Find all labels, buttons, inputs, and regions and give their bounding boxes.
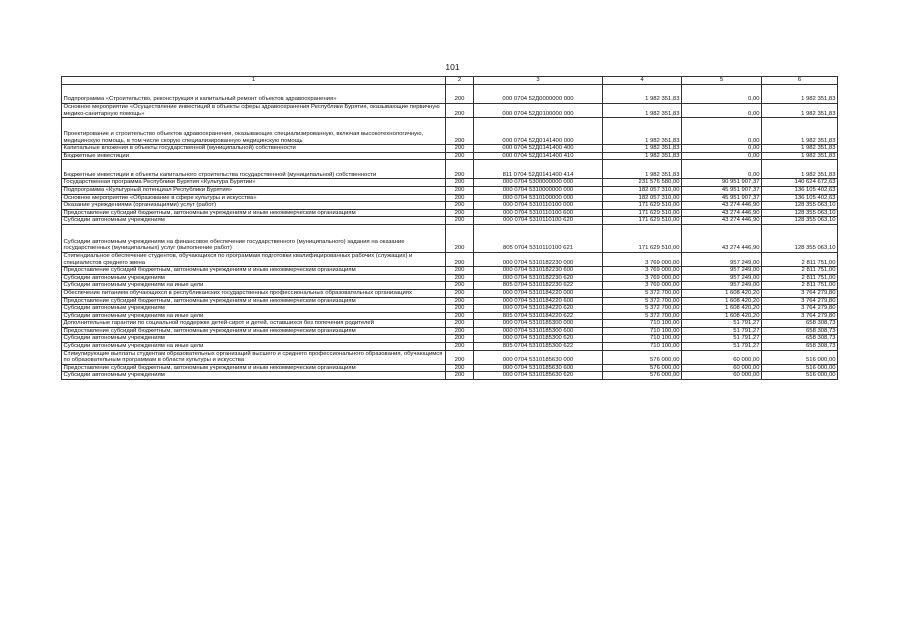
- row-remaining-cell: 136 105 402,63: [762, 186, 838, 194]
- row-executed-cell: 43 274 446,90: [682, 209, 762, 217]
- table-row: [62, 372, 838, 380]
- row-code-cell: 200: [446, 145, 474, 153]
- row-code-cell: 200: [446, 224, 474, 252]
- table-row: [62, 217, 838, 225]
- row-approved-cell: 171 629 510,00: [603, 217, 682, 225]
- row-executed-cell: 957 249,00: [682, 282, 762, 290]
- row-classifier-cell: 000 0704 5310000000 000: [474, 186, 603, 194]
- row-approved-cell: 171 629 510,00: [603, 209, 682, 217]
- row-name-cell: Субсидии автономным учреждениям на иные цели: [62, 343, 446, 351]
- row-remaining-cell: 658 308,73: [762, 327, 838, 335]
- table-row: [62, 186, 838, 194]
- row-name-cell: Проектирование и строительство объектов здравоохранения, оказывающих специализированную, включая высокотехнологичную, медицинскую помощь, в том числе скорую специализированную медицинскую помощь: [62, 118, 446, 145]
- row-classifier-cell: 000 0704 5310184220 000: [474, 289, 603, 297]
- row-approved-cell: 576 000,00: [603, 350, 682, 364]
- row-code-cell: 200: [446, 364, 474, 372]
- table-row: [62, 194, 838, 202]
- row-executed-cell: 0,00: [682, 85, 762, 104]
- column-header-2: 2: [446, 77, 474, 85]
- row-code-cell: 200: [446, 209, 474, 217]
- column-header-3: 3: [474, 77, 603, 85]
- column-header-4: 4: [603, 77, 682, 85]
- row-remaining-cell: 1 982 351,83: [762, 145, 838, 153]
- column-header-1: 1: [62, 77, 446, 85]
- row-code-cell: 200: [446, 274, 474, 282]
- column-header-6: 6: [762, 77, 838, 85]
- row-classifier-cell: 000 0704 5310182230 600: [474, 267, 603, 275]
- table-row: [62, 289, 838, 297]
- row-classifier-cell: 805 0704 5310185300 622: [474, 343, 603, 351]
- row-executed-cell: 0,00: [682, 118, 762, 145]
- row-executed-cell: 1 608 420,20: [682, 297, 762, 305]
- row-executed-cell: 60 000,00: [682, 372, 762, 380]
- budget-execution-table: [61, 76, 838, 380]
- row-executed-cell: 90 951 907,37: [682, 179, 762, 187]
- row-executed-cell: 1 608 420,20: [682, 312, 762, 320]
- row-remaining-cell: 3 764 279,80: [762, 289, 838, 297]
- row-code-cell: 200: [446, 335, 474, 343]
- row-approved-cell: 5 372 700,00: [603, 312, 682, 320]
- row-executed-cell: 957 249,00: [682, 267, 762, 275]
- row-code-cell: 200: [446, 202, 474, 210]
- row-classifier-cell: 805 0704 5310184220 622: [474, 312, 603, 320]
- row-executed-cell: 51 791,27: [682, 327, 762, 335]
- row-code-cell: 200: [446, 327, 474, 335]
- row-name-cell: Предоставление субсидий бюджетным, автономным учреждениям и иным некоммерческим организациям: [62, 209, 446, 217]
- table-row: [62, 160, 838, 179]
- row-approved-cell: 171 629 510,00: [603, 202, 682, 210]
- row-approved-cell: 3 769 000,00: [603, 274, 682, 282]
- table-row: [62, 350, 838, 364]
- row-code-cell: 200: [446, 252, 474, 266]
- row-classifier-cell: 811 0704 52Д0141400 414: [474, 160, 603, 179]
- table-row: [62, 335, 838, 343]
- row-approved-cell: 3 769 000,00: [603, 267, 682, 275]
- table-row: [62, 267, 838, 275]
- row-approved-cell: 182 057 310,00: [603, 186, 682, 194]
- row-name-cell: Основное мероприятие «Осуществление инвестиций в объекты сферы здравоохранения Республики Бурятия, оказывающие первичную медико-санитарную помощь»: [62, 104, 446, 118]
- row-name-cell: Оказание учреждениями (организациями) услуг (работ): [62, 202, 446, 210]
- row-approved-cell: 5 372 700,00: [603, 297, 682, 305]
- row-name-cell: Стипендиальное обеспечение студентов, обучающихся по программам подготовки квалифицированных рабочих (служащих) и специалистов среднего звена: [62, 252, 446, 266]
- row-executed-cell: 60 000,00: [682, 364, 762, 372]
- row-name-cell: Субсидии автономным учреждениям: [62, 217, 446, 225]
- row-remaining-cell: 128 355 063,10: [762, 217, 838, 225]
- table-row: [62, 320, 838, 328]
- column-header-5: 5: [682, 77, 762, 85]
- row-name-cell: Субсидии автономным учреждениям: [62, 274, 446, 282]
- row-remaining-cell: 658 308,73: [762, 335, 838, 343]
- row-approved-cell: 1 982 351,83: [603, 152, 682, 160]
- row-approved-cell: 231 576 580,00: [603, 179, 682, 187]
- table-row: [62, 282, 838, 290]
- row-remaining-cell: 3 764 279,80: [762, 297, 838, 305]
- row-classifier-cell: 000 0704 5310185630 000: [474, 350, 603, 364]
- row-code-cell: 200: [446, 343, 474, 351]
- row-classifier-cell: 000 0704 5310182230 000: [474, 252, 603, 266]
- row-name-cell: Основное мероприятие «Образование в сфере культуры и искусства»: [62, 194, 446, 202]
- budget-table-container: [61, 76, 837, 380]
- table-row: [62, 152, 838, 160]
- table-row: [62, 312, 838, 320]
- row-executed-cell: 957 249,00: [682, 274, 762, 282]
- row-executed-cell: 51 791,27: [682, 343, 762, 351]
- row-classifier-cell: 000 0704 52Д0100000 000: [474, 104, 603, 118]
- row-approved-cell: 576 000,00: [603, 372, 682, 380]
- row-classifier-cell: 000 0704 52Д0141400 000: [474, 118, 603, 145]
- row-approved-cell: 710 100,00: [603, 335, 682, 343]
- row-executed-cell: 1 608 420,20: [682, 305, 762, 313]
- table-row: [62, 252, 838, 266]
- row-executed-cell: 0,00: [682, 145, 762, 153]
- row-approved-cell: 710 100,00: [603, 327, 682, 335]
- table-body: [62, 85, 838, 380]
- row-executed-cell: 957 249,00: [682, 252, 762, 266]
- row-remaining-cell: 3 764 279,80: [762, 312, 838, 320]
- row-name-cell: Субсидии автономным учреждениям на иные цели: [62, 282, 446, 290]
- row-code-cell: 200: [446, 372, 474, 380]
- row-approved-cell: 182 057 310,00: [603, 194, 682, 202]
- row-remaining-cell: 3 764 279,80: [762, 305, 838, 313]
- row-remaining-cell: 2 811 751,00: [762, 267, 838, 275]
- row-approved-cell: 710 100,00: [603, 343, 682, 351]
- row-name-cell: Предоставление субсидий бюджетным, автономным учреждениям и иным некоммерческим организациям: [62, 327, 446, 335]
- row-executed-cell: 45 951 907,37: [682, 194, 762, 202]
- row-code-cell: 200: [446, 267, 474, 275]
- row-remaining-cell: 1 982 351,83: [762, 152, 838, 160]
- column-number-row: [62, 77, 838, 85]
- row-name-cell: Предоставление субсидий бюджетным, автономным учреждениям и иным некоммерческим организациям: [62, 267, 446, 275]
- table-row: [62, 274, 838, 282]
- row-name-cell: Дополнительные гарантии по социальной поддержке детей-сирот и детей, оставшихся без попечения родителей: [62, 320, 446, 328]
- row-executed-cell: 0,00: [682, 160, 762, 179]
- table-row: [62, 145, 838, 153]
- row-approved-cell: 1 982 351,83: [603, 85, 682, 104]
- table-row: [62, 202, 838, 210]
- row-classifier-cell: 000 0704 5310185630 620: [474, 372, 603, 380]
- row-remaining-cell: 516 000,00: [762, 364, 838, 372]
- row-classifier-cell: 000 0704 5300000000 000: [474, 179, 603, 187]
- table-row: [62, 343, 838, 351]
- table-row: [62, 305, 838, 313]
- row-remaining-cell: 1 982 351,83: [762, 160, 838, 179]
- table-row: [62, 209, 838, 217]
- row-approved-cell: 710 100,00: [603, 320, 682, 328]
- table-row: [62, 327, 838, 335]
- row-approved-cell: 5 372 700,00: [603, 289, 682, 297]
- row-remaining-cell: 2 811 751,00: [762, 252, 838, 266]
- row-name-cell: Субсидии автономным учреждениям на финансовое обеспечение государственного (муниципального) задания на оказание государственных (муниципальных) услуг (выполнение работ): [62, 224, 446, 252]
- row-approved-cell: 1 982 351,83: [603, 145, 682, 153]
- row-approved-cell: 171 629 510,00: [603, 224, 682, 252]
- row-executed-cell: 0,00: [682, 104, 762, 118]
- row-approved-cell: 1 982 351,83: [603, 118, 682, 145]
- row-executed-cell: 43 274 446,90: [682, 224, 762, 252]
- table-row: [62, 364, 838, 372]
- row-code-cell: 200: [446, 217, 474, 225]
- row-name-cell: Предоставление субсидий бюджетным, автономным учреждениям и иным некоммерческим организациям: [62, 297, 446, 305]
- row-name-cell: Субсидии автономным учреждениям на иные цели: [62, 312, 446, 320]
- row-name-cell: Подпрограмма «Строительство, реконструкция и капитальный ремонт объектов здравоохранения»: [62, 85, 446, 104]
- table-row: [62, 224, 838, 252]
- table-row: [62, 118, 838, 145]
- table-row: [62, 104, 838, 118]
- row-name-cell: Стимулирующие выплаты студентам образовательных организаций высшего и среднего профессионального образования, обучающимся по образовательным программам в области культуры и искусства: [62, 350, 446, 364]
- row-name-cell: Субсидии автономным учреждениям: [62, 372, 446, 380]
- row-code-cell: 200: [446, 350, 474, 364]
- row-code-cell: 200: [446, 289, 474, 297]
- row-remaining-cell: 2 811 751,00: [762, 274, 838, 282]
- row-executed-cell: 45 951 907,37: [682, 186, 762, 194]
- row-remaining-cell: 516 000,00: [762, 350, 838, 364]
- row-name-cell: Подпрограмма «Культурный потенциал Республики Бурятия»: [62, 186, 446, 194]
- row-classifier-cell: 000 0704 5310185630 600: [474, 364, 603, 372]
- row-remaining-cell: 128 355 063,10: [762, 202, 838, 210]
- row-remaining-cell: 136 105 402,63: [762, 194, 838, 202]
- row-remaining-cell: 128 355 063,10: [762, 209, 838, 217]
- row-approved-cell: 3 769 000,00: [603, 252, 682, 266]
- row-code-cell: 200: [446, 160, 474, 179]
- row-approved-cell: 3 769 000,00: [603, 282, 682, 290]
- row-code-cell: 200: [446, 320, 474, 328]
- row-classifier-cell: 000 0704 5310185300 600: [474, 327, 603, 335]
- row-classifier-cell: 000 0704 52Д0000000 000: [474, 85, 603, 104]
- row-classifier-cell: 000 0704 52Д0141400 400: [474, 145, 603, 153]
- row-code-cell: 200: [446, 85, 474, 104]
- row-executed-cell: 1 608 420,20: [682, 289, 762, 297]
- row-name-cell: Предоставление субсидий бюджетным, автономным учреждениям и иным некоммерческим организациям: [62, 364, 446, 372]
- row-remaining-cell: 516 000,00: [762, 372, 838, 380]
- row-name-cell: Обеспечение питанием обучающихся в республиканских государственных профессиональных образовательных организациях: [62, 289, 446, 297]
- row-executed-cell: 0,00: [682, 152, 762, 160]
- row-remaining-cell: 1 982 351,83: [762, 85, 838, 104]
- row-name-cell: Бюджетные инвестиции в объекты капитального строительства государственной (муниципальной) собственности: [62, 160, 446, 179]
- row-code-cell: 200: [446, 152, 474, 160]
- row-executed-cell: 51 791,27: [682, 320, 762, 328]
- row-approved-cell: 1 982 351,83: [603, 160, 682, 179]
- row-classifier-cell: 000 0704 5310110100 000: [474, 202, 603, 210]
- row-remaining-cell: 658 308,73: [762, 320, 838, 328]
- row-classifier-cell: 000 0704 52Д0141400 410: [474, 152, 603, 160]
- row-classifier-cell: 000 0704 5310182230 620: [474, 274, 603, 282]
- row-classifier-cell: 000 0704 5310184220 620: [474, 305, 603, 313]
- row-code-cell: 200: [446, 282, 474, 290]
- table-row: [62, 179, 838, 187]
- table-row: [62, 85, 838, 104]
- row-name-cell: Субсидии автономным учреждениям: [62, 305, 446, 313]
- row-code-cell: 200: [446, 194, 474, 202]
- row-name-cell: Бюджетные инвестиции: [62, 152, 446, 160]
- row-code-cell: 200: [446, 179, 474, 187]
- row-remaining-cell: 2 811 751,00: [762, 282, 838, 290]
- row-code-cell: 200: [446, 297, 474, 305]
- row-remaining-cell: 1 982 351,83: [762, 118, 838, 145]
- row-remaining-cell: 140 624 672,63: [762, 179, 838, 187]
- row-code-cell: 200: [446, 186, 474, 194]
- row-remaining-cell: 128 355 063,10: [762, 224, 838, 252]
- row-code-cell: 200: [446, 118, 474, 145]
- row-name-cell: Субсидии автономным учреждениям: [62, 335, 446, 343]
- row-classifier-cell: 805 0704 5310110100 621: [474, 224, 603, 252]
- row-name-cell: Капитальные вложения в объекты государственной (муниципальной) собственности: [62, 145, 446, 153]
- row-approved-cell: 5 372 700,00: [603, 305, 682, 313]
- row-name-cell: Государственная программа Республики Бурятия «Культура Бурятии»: [62, 179, 446, 187]
- row-code-cell: 200: [446, 305, 474, 313]
- row-executed-cell: 43 274 446,90: [682, 202, 762, 210]
- row-remaining-cell: 1 982 351,83: [762, 104, 838, 118]
- row-remaining-cell: 658 308,73: [762, 343, 838, 351]
- row-classifier-cell: 000 0704 5310100000 000: [474, 194, 603, 202]
- row-classifier-cell: 000 0704 5310110100 620: [474, 217, 603, 225]
- row-classifier-cell: 805 0704 5310182230 622: [474, 282, 603, 290]
- table-row: [62, 297, 838, 305]
- row-classifier-cell: 000 0704 5310185300 000: [474, 320, 603, 328]
- row-classifier-cell: 000 0704 5310184220 600: [474, 297, 603, 305]
- row-code-cell: 200: [446, 312, 474, 320]
- row-executed-cell: 43 274 446,90: [682, 217, 762, 225]
- row-approved-cell: 576 000,00: [603, 364, 682, 372]
- row-classifier-cell: 000 0704 5310110100 600: [474, 209, 603, 217]
- row-executed-cell: 60 000,00: [682, 350, 762, 364]
- row-code-cell: 200: [446, 104, 474, 118]
- row-executed-cell: 51 791,27: [682, 335, 762, 343]
- row-approved-cell: 1 982 351,83: [603, 104, 682, 118]
- row-classifier-cell: 000 0704 5310185300 620: [474, 335, 603, 343]
- page-number: 101: [445, 62, 460, 72]
